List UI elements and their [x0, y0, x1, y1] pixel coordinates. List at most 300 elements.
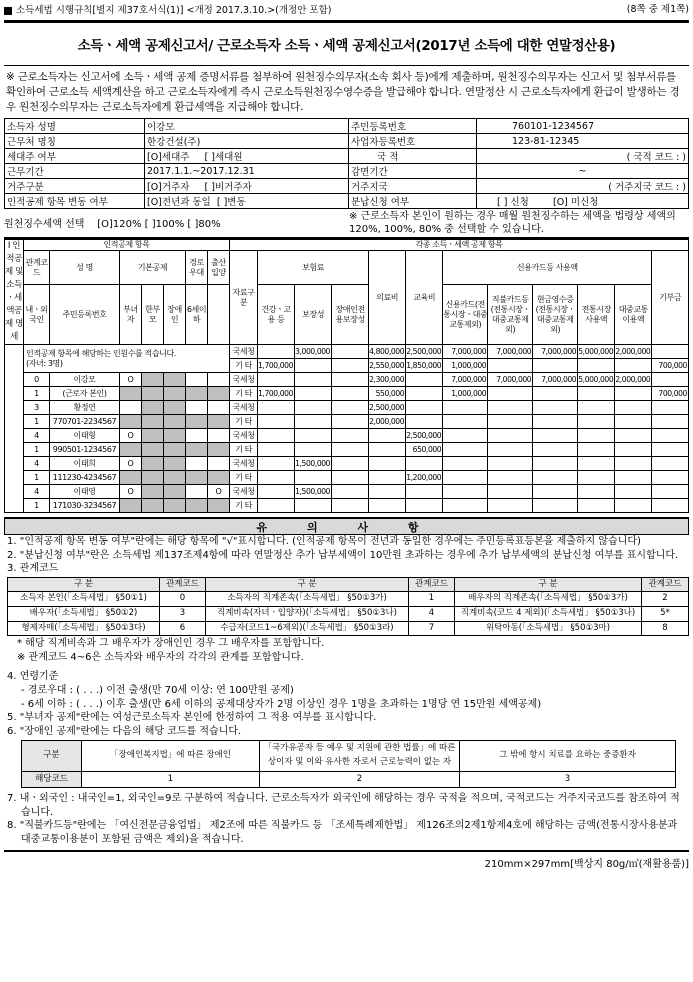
rrn-field[interactable]: 760101-1234567	[477, 119, 689, 134]
caution-item: 3. 관계코드	[7, 563, 59, 575]
nts-cell[interactable]	[332, 401, 369, 415]
other-cell[interactable]	[652, 415, 689, 429]
other-cell[interactable]	[443, 471, 488, 485]
other-cell[interactable]	[488, 415, 533, 429]
foreign-code[interactable]: 1	[24, 471, 50, 485]
header-debit: 직불카드등(전통시장ㆍ대중교통제외)	[488, 285, 533, 345]
nts-cell[interactable]	[295, 401, 332, 415]
relation-header: 관계코드	[409, 577, 455, 592]
rate-label: 원천징수세액 선택	[4, 219, 85, 230]
nts-cell[interactable]: 1,500,000	[295, 457, 332, 471]
table-row	[5, 485, 689, 499]
nts-cell[interactable]	[615, 457, 652, 471]
nts-cell[interactable]	[615, 485, 652, 499]
form-page	[4, 3, 689, 870]
nts-cell[interactable]: 2,300,000	[369, 373, 406, 387]
table-row	[5, 387, 689, 401]
sum-other-cell[interactable]: 700,000	[652, 359, 689, 373]
caution-list	[4, 535, 689, 846]
person-rrn[interactable]: 990501-1234567	[50, 443, 120, 457]
relation-cell: 6	[160, 621, 206, 636]
table-row	[5, 373, 689, 387]
nts-cell[interactable]	[578, 401, 615, 415]
relation-header: 구 분	[8, 577, 160, 592]
sum-nts-cell[interactable]	[652, 345, 689, 359]
person-name[interactable]: 이태영	[50, 485, 120, 499]
paper-spec: 210mm×297mm[백상지 80g/㎡(재활용품)]	[4, 850, 689, 870]
table-row	[5, 415, 689, 429]
disability-header: 「장애인복지법」에 따른 장애인	[82, 741, 260, 771]
nts-cell[interactable]	[258, 401, 295, 415]
nts-cell[interactable]	[443, 485, 488, 499]
member-checkbox[interactable]: [ ]세대원	[204, 152, 243, 163]
other-cell[interactable]	[258, 443, 295, 457]
period-field[interactable]: 2017.1.1.~2017.12.31	[145, 164, 349, 179]
source-nts: 국세청	[230, 485, 258, 499]
other-cell[interactable]	[369, 443, 406, 457]
other-cell[interactable]	[652, 443, 689, 457]
caution-item: 2. "분납신청 여부"란은 소득세법 제137조제4항에 따라 연말정산 추가 납부세액이 10만원 초과하는 경우에 추가 납부세액의 분납신청 여부를 표시합니다.	[7, 549, 679, 561]
biz-number-field[interactable]: 123-81-12345	[477, 134, 689, 149]
relation-header: 관계코드	[642, 577, 689, 592]
householder-checkbox[interactable]: [O]세대주	[147, 152, 190, 163]
header-woman: 부녀자	[120, 285, 142, 345]
other-cell[interactable]	[295, 387, 332, 401]
other-cell[interactable]	[578, 443, 615, 457]
header-birth: 출산입양	[208, 251, 230, 285]
nts-cell[interactable]	[295, 373, 332, 387]
header-elder: 경로우대	[186, 251, 208, 285]
sum-nts-cell[interactable]: 4,800,000	[369, 345, 406, 359]
square-bullet-icon	[4, 7, 12, 15]
person-name[interactable]: 이강모	[50, 373, 120, 387]
other-cell[interactable]	[406, 415, 443, 429]
label: 거주구분	[5, 179, 145, 194]
label: 사업자등록번호	[349, 134, 477, 149]
other-cell[interactable]: 550,000	[369, 387, 406, 401]
other-cell[interactable]	[533, 415, 578, 429]
label: 세대주 여부	[5, 149, 145, 164]
nts-cell[interactable]	[369, 429, 406, 443]
person-name[interactable]: 황정연	[50, 401, 120, 415]
relation-cell: 형제자매(「소득세법」 §50①3다)	[8, 621, 160, 636]
form-header	[4, 3, 689, 18]
other-cell[interactable]	[578, 471, 615, 485]
other-cell[interactable]	[369, 499, 406, 513]
other-cell[interactable]	[406, 387, 443, 401]
sum-nts-cell[interactable]: 3,000,000	[295, 345, 332, 359]
sum-nts-cell[interactable]	[258, 345, 295, 359]
other-cell[interactable]	[533, 443, 578, 457]
company-field[interactable]: 한강건설(주)	[145, 134, 349, 149]
relation-header: 구 분	[206, 577, 409, 592]
name-field[interactable]: 이강모	[145, 119, 349, 134]
person-name[interactable]: 이태희	[50, 457, 120, 471]
nts-cell[interactable]	[578, 429, 615, 443]
split-apply-checkbox[interactable]: [ ] 신청	[497, 197, 529, 208]
disability-code: 1	[82, 771, 260, 788]
other-cell[interactable]	[533, 471, 578, 485]
disability-code: 해당코드	[22, 771, 82, 788]
other-cell[interactable]	[615, 415, 652, 429]
kids-count: (자녀: 3명)	[26, 358, 63, 368]
relation-cell: 위탁아동(「소득세법」 §50①3마)	[455, 621, 642, 636]
person-rrn[interactable]: 770701-2234567	[50, 415, 120, 429]
nts-cell[interactable]	[443, 401, 488, 415]
nts-cell[interactable]	[615, 429, 652, 443]
disability-header: 그 밖에 항시 치료를 요하는 중증환자	[460, 741, 676, 771]
other-cell[interactable]	[332, 471, 369, 485]
nts-cell[interactable]	[488, 457, 533, 471]
label: 근무기간	[5, 164, 145, 179]
caution-title: 유 의 사 항	[4, 517, 689, 535]
nts-cell[interactable]	[332, 429, 369, 443]
resident-checkbox[interactable]: [O]거주자	[147, 182, 190, 193]
nts-cell[interactable]	[369, 485, 406, 499]
label: 소득자 성명	[5, 119, 145, 134]
header-single: 한부모	[142, 285, 164, 345]
header-insurance: 보험료	[258, 251, 369, 285]
relation-header: 관계코드	[160, 577, 206, 592]
basic-mark[interactable]: O	[120, 429, 142, 443]
nts-cell[interactable]: 7,000,000	[488, 373, 533, 387]
nts-cell[interactable]	[533, 485, 578, 499]
other-cell[interactable]	[443, 415, 488, 429]
relation-note: * 해당 직계비속과 그 배우자가 장애인인 경우 그 배우자를 포함합니다.	[17, 638, 325, 650]
source-other: 기 타	[230, 443, 258, 457]
caution-item: 5. "부녀자 공제"란에는 여성근로소득자 본인에 한정하여 그 적용 여부를 표시합니다.	[7, 712, 377, 724]
six-mark[interactable]	[208, 457, 230, 471]
nts-cell[interactable]	[615, 401, 652, 415]
rel-code[interactable]: 4	[24, 457, 50, 471]
source-other: 기 타	[230, 415, 258, 429]
header-each: 각종 소득ㆍ세액 공제 항목	[230, 240, 689, 251]
sum-label: 인적공제 항목에 해당하는 인원수를 적습니다.	[26, 348, 176, 358]
disability-header: 「국가유공자 등 예우 및 지원에 관한 법률」에 따른 상이자 및 이와 유사한 자로서 근로능력이 없는 자	[260, 741, 460, 771]
sum-nts-cell[interactable]	[332, 345, 369, 359]
other-cell[interactable]	[332, 499, 369, 513]
header-medical: 의료비	[369, 251, 406, 345]
age-rule: - 6세 이하 : ( . . .) 이후 출생(만 6세 이하의 공제대상자가 2명 이상인 경우 1명을 초과하는 1명당 연 15만원 세액공제)	[21, 698, 542, 710]
foreign-code[interactable]: 1	[24, 387, 50, 401]
nts-cell[interactable]	[406, 401, 443, 415]
other-cell[interactable]: 1,000,000	[443, 387, 488, 401]
other-cell[interactable]	[332, 387, 369, 401]
relation-cell: 소득자의 직계존속(「소득세법」 §50①3가)	[206, 592, 409, 607]
header-donation: 기부금	[652, 251, 689, 345]
sum-nts-cell[interactable]: 7,000,000	[443, 345, 488, 359]
disability-code: 3	[460, 771, 676, 788]
sum-nts-cell[interactable]: 5,000,000	[578, 345, 615, 359]
nts-cell[interactable]	[533, 401, 578, 415]
header-guarantee: 보장성	[295, 285, 332, 345]
nts-cell[interactable]	[443, 429, 488, 443]
sum-other-cell[interactable]	[615, 359, 652, 373]
header-empty	[208, 285, 230, 345]
nts-cell[interactable]: 5,000,000	[578, 373, 615, 387]
other-cell[interactable]	[406, 499, 443, 513]
source-nts: 국세청	[230, 457, 258, 471]
relation-cell: 3	[160, 606, 206, 621]
relation-cell: 직계비속(자녀ㆍ입양자)(「소득세법」 §50①3나)	[206, 606, 409, 621]
other-cell[interactable]	[615, 443, 652, 457]
basic-mark[interactable]: O	[120, 457, 142, 471]
sum-other-cell[interactable]: 1,000,000	[443, 359, 488, 373]
header-cash: 현금영수증(전통시장ㆍ대중교통제외)	[533, 285, 578, 345]
header-disabled: 장애인	[164, 285, 186, 345]
other-cell[interactable]	[488, 499, 533, 513]
header-card: 신용카드등 사용액	[443, 251, 652, 285]
caution-item: 8. "직불카드등"란에는 「여신전문금융업법」 제2조에 따른 직불카드 등 「조세특례제한법」 제126조의2제1항제4호에 해당하는 금액(전통시장사용분과 대중교통이용분이 포함된 금액은 제외)을 적습니다.	[7, 820, 678, 845]
other-cell[interactable]	[533, 387, 578, 401]
rate-options[interactable]: [O]120% [ ]100% [ ]80%	[97, 219, 221, 230]
rel-code[interactable]: 4	[24, 429, 50, 443]
table-row	[5, 457, 689, 471]
header-six: 6세이하	[186, 285, 208, 345]
label: 주민등록번호	[349, 119, 477, 134]
split-not-apply-checkbox[interactable]: [O] 미신청	[552, 197, 599, 208]
source-other: 기 타	[230, 359, 258, 373]
relation-cell: 1	[409, 592, 455, 607]
source-nts: 국세청	[230, 429, 258, 443]
foreign-code[interactable]: 1	[24, 443, 50, 457]
side-filler	[5, 345, 24, 513]
person-rrn[interactable]: 171030-3234567	[50, 499, 120, 513]
foreign-code[interactable]: 1	[24, 415, 50, 429]
nts-cell[interactable]	[258, 485, 295, 499]
residence-country-code[interactable]: ( 거주지국 코드 : )	[477, 179, 689, 194]
relation-note: ※ 관계코드 4~6은 소득자와 배우자의 각각의 관계를 포함합니다.	[17, 651, 304, 663]
other-cell[interactable]	[258, 415, 295, 429]
sum-other-cell[interactable]	[578, 359, 615, 373]
caution-item: 6. "장애인 공제"란에는 다음의 해당 코드를 적습니다.	[7, 725, 242, 737]
sum-other-cell[interactable]	[488, 359, 533, 373]
source-other: 기 타	[230, 387, 258, 401]
six-mark[interactable]	[208, 401, 230, 415]
relation-row	[8, 621, 689, 636]
header-health: 건강ㆍ고용 등	[258, 285, 295, 345]
other-cell[interactable]	[258, 471, 295, 485]
relation-cell: 8	[642, 621, 689, 636]
relation-cell: 7	[409, 621, 455, 636]
sum-other-cell[interactable]: 1,850,000	[406, 359, 443, 373]
relation-cell: 2	[642, 592, 689, 607]
form-title: 소득ㆍ세액 공제신고서/ 근로소득자 소득ㆍ세액 공제신고서(2017년 소득에 대한 연말정산용)	[4, 20, 689, 66]
relation-cell: 0	[160, 592, 206, 607]
label: 감면기간	[349, 164, 477, 179]
header-personal: 인적공제 항목	[24, 240, 230, 251]
taxpayer-info-table	[4, 118, 689, 209]
other-cell[interactable]	[258, 499, 295, 513]
label: 인적공제 항목 변동 여부	[5, 194, 145, 209]
same-as-last-year-checkbox[interactable]: [O]전년과 동일	[147, 197, 211, 208]
header-rel: 관계코드	[24, 251, 50, 285]
nts-cell[interactable]: 1,500,000	[295, 485, 332, 499]
sum-other-cell[interactable]	[533, 359, 578, 373]
notice-text: ※ 근로소득자는 신고서에 소득ㆍ세액 공제 증명서류를 첨부하여 원천징수의무자(소속 회사 등)에게 제출하며, 원천징수의무자는 신고서 및 첨부서류를 확인하여 근로소득 세액계산을 하고 근로소득자에게 즉시 근로소득원천징수영수증을 발급해야 합니다. 연말정산 시 근로소득자에게 환급이 발생하는 경우 원천징수의무자는 근로소득자에게 환급세액을 지급해야 합니다.	[6, 71, 680, 113]
nts-cell[interactable]	[369, 457, 406, 471]
nts-cell[interactable]	[258, 457, 295, 471]
other-cell[interactable]: 650,000	[406, 443, 443, 457]
relation-header-row	[8, 577, 689, 592]
basic-mark[interactable]	[120, 401, 142, 415]
relation-row	[8, 606, 689, 621]
label: 거주지국	[349, 179, 477, 194]
nts-cell[interactable]	[406, 485, 443, 499]
other-cell[interactable]	[533, 499, 578, 513]
nts-cell[interactable]	[652, 373, 689, 387]
caution-item: 1. "인적공제 항목 변동 여부"란에는 해당 항목에 "√"표시합니다. (인적공제 항목이 전년과 동일한 경우에는 주민등록표등본을 제출하지 않습니다)	[7, 536, 641, 547]
nts-cell[interactable]: 2,500,000	[369, 401, 406, 415]
relation-header: 구 분	[455, 577, 642, 592]
source-nts: 국세청	[230, 401, 258, 415]
nonresident-checkbox[interactable]: [ ]비거주자	[204, 182, 252, 193]
nts-cell[interactable]	[652, 457, 689, 471]
other-cell[interactable]	[652, 499, 689, 513]
label: 근무처 명칭	[5, 134, 145, 149]
header-market: 전통시장사용액	[578, 285, 615, 345]
other-cell[interactable]: 1,700,000	[258, 387, 295, 401]
relation-cell: 4	[409, 606, 455, 621]
other-cell[interactable]	[488, 471, 533, 485]
rel-code[interactable]: 0	[24, 373, 50, 387]
nts-cell[interactable]	[258, 429, 295, 443]
label: 분납신청 여부	[349, 194, 477, 209]
sum-other-cell[interactable]	[332, 359, 369, 373]
deduction-rows	[5, 345, 689, 513]
sum-other-cell[interactable]	[295, 359, 332, 373]
nts-cell[interactable]	[258, 373, 295, 387]
nts-cell[interactable]	[443, 457, 488, 471]
header-dis-ins: 장애인전용보장성	[332, 285, 369, 345]
other-cell[interactable]	[488, 443, 533, 457]
page-indicator: (8쪽 중 제1쪽)	[626, 4, 689, 15]
person-rrn[interactable]: 111230-4234567	[50, 471, 120, 485]
other-cell[interactable]	[578, 415, 615, 429]
source-nts: 국세청	[230, 373, 258, 387]
disability-header: 구분	[22, 741, 82, 771]
nts-cell[interactable]	[406, 373, 443, 387]
other-cell[interactable]	[443, 443, 488, 457]
other-cell[interactable]	[369, 471, 406, 485]
nts-cell[interactable]: 2,500,000	[406, 429, 443, 443]
nts-cell[interactable]	[332, 373, 369, 387]
deduction-table	[4, 239, 689, 513]
nts-cell[interactable]: 2,000,000	[615, 373, 652, 387]
nts-cell[interactable]	[578, 485, 615, 499]
changed-checkbox[interactable]: [ ]변동	[216, 197, 246, 208]
other-cell[interactable]	[578, 499, 615, 513]
person-name[interactable]: 이태형	[50, 429, 120, 443]
section-side-label: Ⅰ 인적공제 및 소득ㆍ세액공제 명세	[5, 240, 24, 345]
sum-nts-cell[interactable]: 2,500,000	[406, 345, 443, 359]
header-transit: 대중교통이용액	[615, 285, 652, 345]
other-cell[interactable]	[295, 443, 332, 457]
foreign-code[interactable]: 1	[24, 499, 50, 513]
table-row	[5, 471, 689, 485]
relation-cell: 직계비속(코드 4 제외)(「소득세법」 §50①3나)	[455, 606, 642, 621]
disability-code-table	[21, 740, 676, 788]
relation-cell: 5*	[642, 606, 689, 621]
header-source: 자료구분	[230, 251, 258, 345]
other-cell[interactable]	[652, 471, 689, 485]
other-cell[interactable]	[332, 443, 369, 457]
other-cell[interactable]	[443, 499, 488, 513]
nts-cell[interactable]	[488, 485, 533, 499]
nationality-code[interactable]: ( 국적 코드 : )	[477, 149, 689, 164]
relation-row	[8, 592, 689, 607]
nts-cell[interactable]	[332, 485, 369, 499]
other-cell[interactable]: 700,000	[652, 387, 689, 401]
header-rrn: 주민등록번호	[50, 285, 120, 345]
other-cell[interactable]	[615, 499, 652, 513]
nts-cell[interactable]: 7,000,000	[443, 373, 488, 387]
sum-nts-cell[interactable]: 7,000,000	[488, 345, 533, 359]
caution-item: 4. 연령기준	[7, 671, 59, 683]
other-cell[interactable]	[578, 387, 615, 401]
nts-cell[interactable]	[406, 457, 443, 471]
header-foreign: 내ㆍ외국인	[24, 285, 50, 345]
age-rule: - 경로우대 : ( . . .) 이전 출생(만 70세 이상: 연 100만원 공제)	[21, 684, 294, 696]
other-cell[interactable]	[295, 415, 332, 429]
basic-mark[interactable]: O	[120, 485, 142, 499]
other-cell[interactable]: 2,000,000	[369, 415, 406, 429]
other-cell[interactable]	[295, 499, 332, 513]
other-cell[interactable]	[615, 387, 652, 401]
sum-nts-cell[interactable]: 2,000,000	[615, 345, 652, 359]
six-mark[interactable]: O	[208, 485, 230, 499]
nts-cell[interactable]	[533, 457, 578, 471]
nts-cell[interactable]: 7,000,000	[533, 373, 578, 387]
nts-cell[interactable]	[652, 401, 689, 415]
six-mark[interactable]	[208, 373, 230, 387]
label: 국 적	[349, 149, 477, 164]
nts-cell[interactable]	[295, 429, 332, 443]
rel-code[interactable]: 4	[24, 485, 50, 499]
nts-cell[interactable]	[652, 429, 689, 443]
sum-nts-cell[interactable]: 7,000,000	[533, 345, 578, 359]
nts-cell[interactable]	[652, 485, 689, 499]
source-other: 기 타	[230, 499, 258, 513]
source-other: 기 타	[230, 471, 258, 485]
nts-cell[interactable]	[533, 429, 578, 443]
header-basic: 기본공제	[120, 251, 186, 285]
relation-code-table	[7, 577, 689, 636]
relation-cell: 배우자(「소득세법」 §50①2)	[8, 606, 160, 621]
other-cell[interactable]	[488, 387, 533, 401]
header-credit: 신용카드(전통시장ㆍ대중교통제외)	[443, 285, 488, 345]
nts-cell[interactable]	[578, 457, 615, 471]
other-cell[interactable]	[332, 415, 369, 429]
source-nts: 국세청	[230, 345, 258, 359]
nts-cell[interactable]	[332, 457, 369, 471]
rel-code[interactable]: 3	[24, 401, 50, 415]
reduction-period[interactable]: ~	[477, 164, 689, 179]
nts-cell[interactable]	[488, 401, 533, 415]
sum-other-cell[interactable]: 1,700,000	[258, 359, 295, 373]
other-cell[interactable]	[295, 471, 332, 485]
person-rrn[interactable]: (근로자 본인)	[50, 387, 120, 401]
other-cell[interactable]: 1,200,000	[406, 471, 443, 485]
other-cell[interactable]	[615, 471, 652, 485]
table-row	[5, 401, 689, 415]
six-mark[interactable]	[208, 429, 230, 443]
header-education: 교육비	[406, 251, 443, 345]
sum-other-cell[interactable]: 2,550,000	[369, 359, 406, 373]
nts-cell[interactable]	[488, 429, 533, 443]
basic-mark[interactable]: O	[120, 373, 142, 387]
table-row	[5, 499, 689, 513]
